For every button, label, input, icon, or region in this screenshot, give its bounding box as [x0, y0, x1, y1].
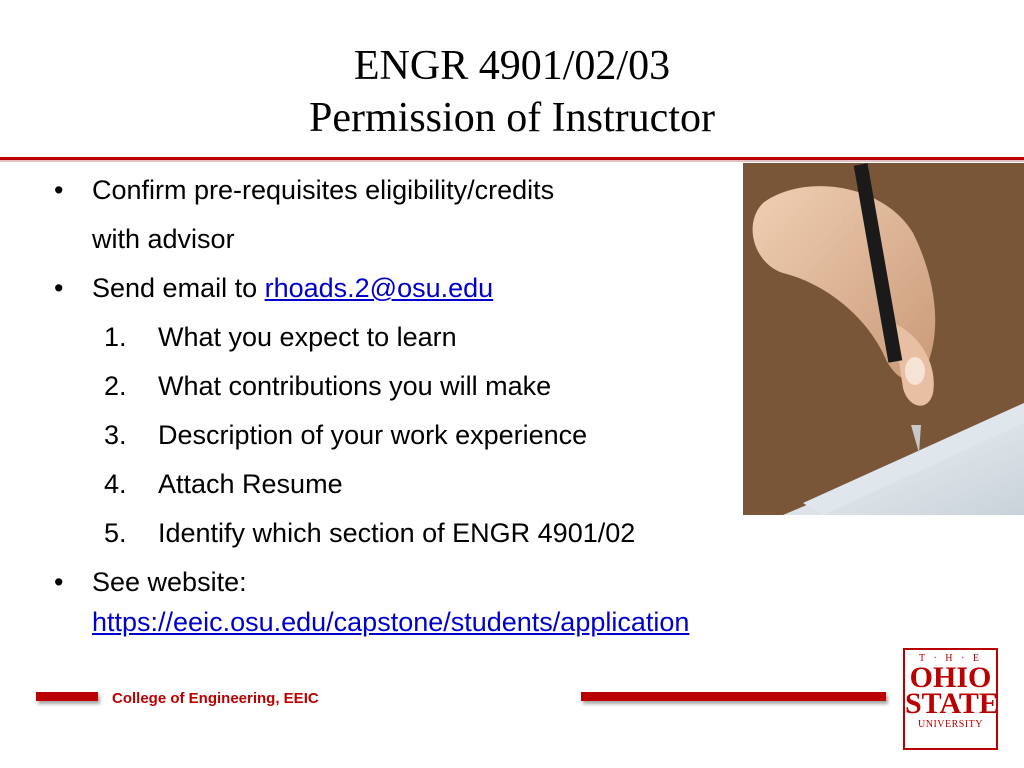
slide-title-line1: ENGR 4901/02/03: [353, 43, 671, 89]
bullet-dot: •: [54, 175, 64, 205]
footer-accent-bar-left: [36, 692, 98, 701]
slide-title-line2: Permission of Instructor: [309, 95, 715, 141]
website-link[interactable]: https://eeic.osu.edu/capstone/students/application: [92, 607, 690, 637]
logo-ohio: OHIO: [909, 661, 992, 694]
list-item-text: What contributions you will make: [158, 371, 552, 401]
list-item-number: 2.: [104, 371, 127, 401]
ohio-state-logo: [903, 648, 998, 750]
list-item-text: Identify which section of ENGR 4901/02: [158, 518, 636, 548]
title-divider-shadow: [0, 160, 1024, 162]
list-item-number: 3.: [104, 420, 127, 450]
list-item-text: Attach Resume: [158, 469, 343, 499]
bullet-dot: •: [54, 273, 64, 303]
email-link[interactable]: rhoads.2@osu.edu: [264, 273, 494, 303]
bullet2-prefix: Send email to: [92, 273, 265, 303]
bullet3-label: See website:: [92, 567, 247, 597]
bullet2-line: [92, 272, 493, 304]
bullet-dot: •: [54, 567, 64, 597]
slide-title: [0, 40, 1024, 144]
list-item-text: What you expect to learn: [158, 322, 457, 352]
footer-accent-bar-right: [581, 692, 886, 701]
photo-illustration: [743, 163, 1024, 515]
hand-writing-with-pen-photo: [743, 163, 1024, 515]
logo-state: STATE: [905, 687, 999, 720]
logo-the: T · H · E: [919, 653, 982, 664]
list-item-number: 5.: [104, 518, 127, 548]
footer-text: College of Engineering, EEIC: [112, 690, 319, 707]
bullet1-line1: Confirm pre-requisites eligibility/credits: [92, 175, 555, 205]
bullet1-line2: with advisor: [92, 224, 235, 254]
list-item-text: Description of your work experience: [158, 420, 588, 450]
list-item-number: 1.: [104, 322, 127, 352]
list-item-number: 4.: [104, 469, 127, 499]
logo-university: UNIVERSITY: [918, 719, 983, 730]
